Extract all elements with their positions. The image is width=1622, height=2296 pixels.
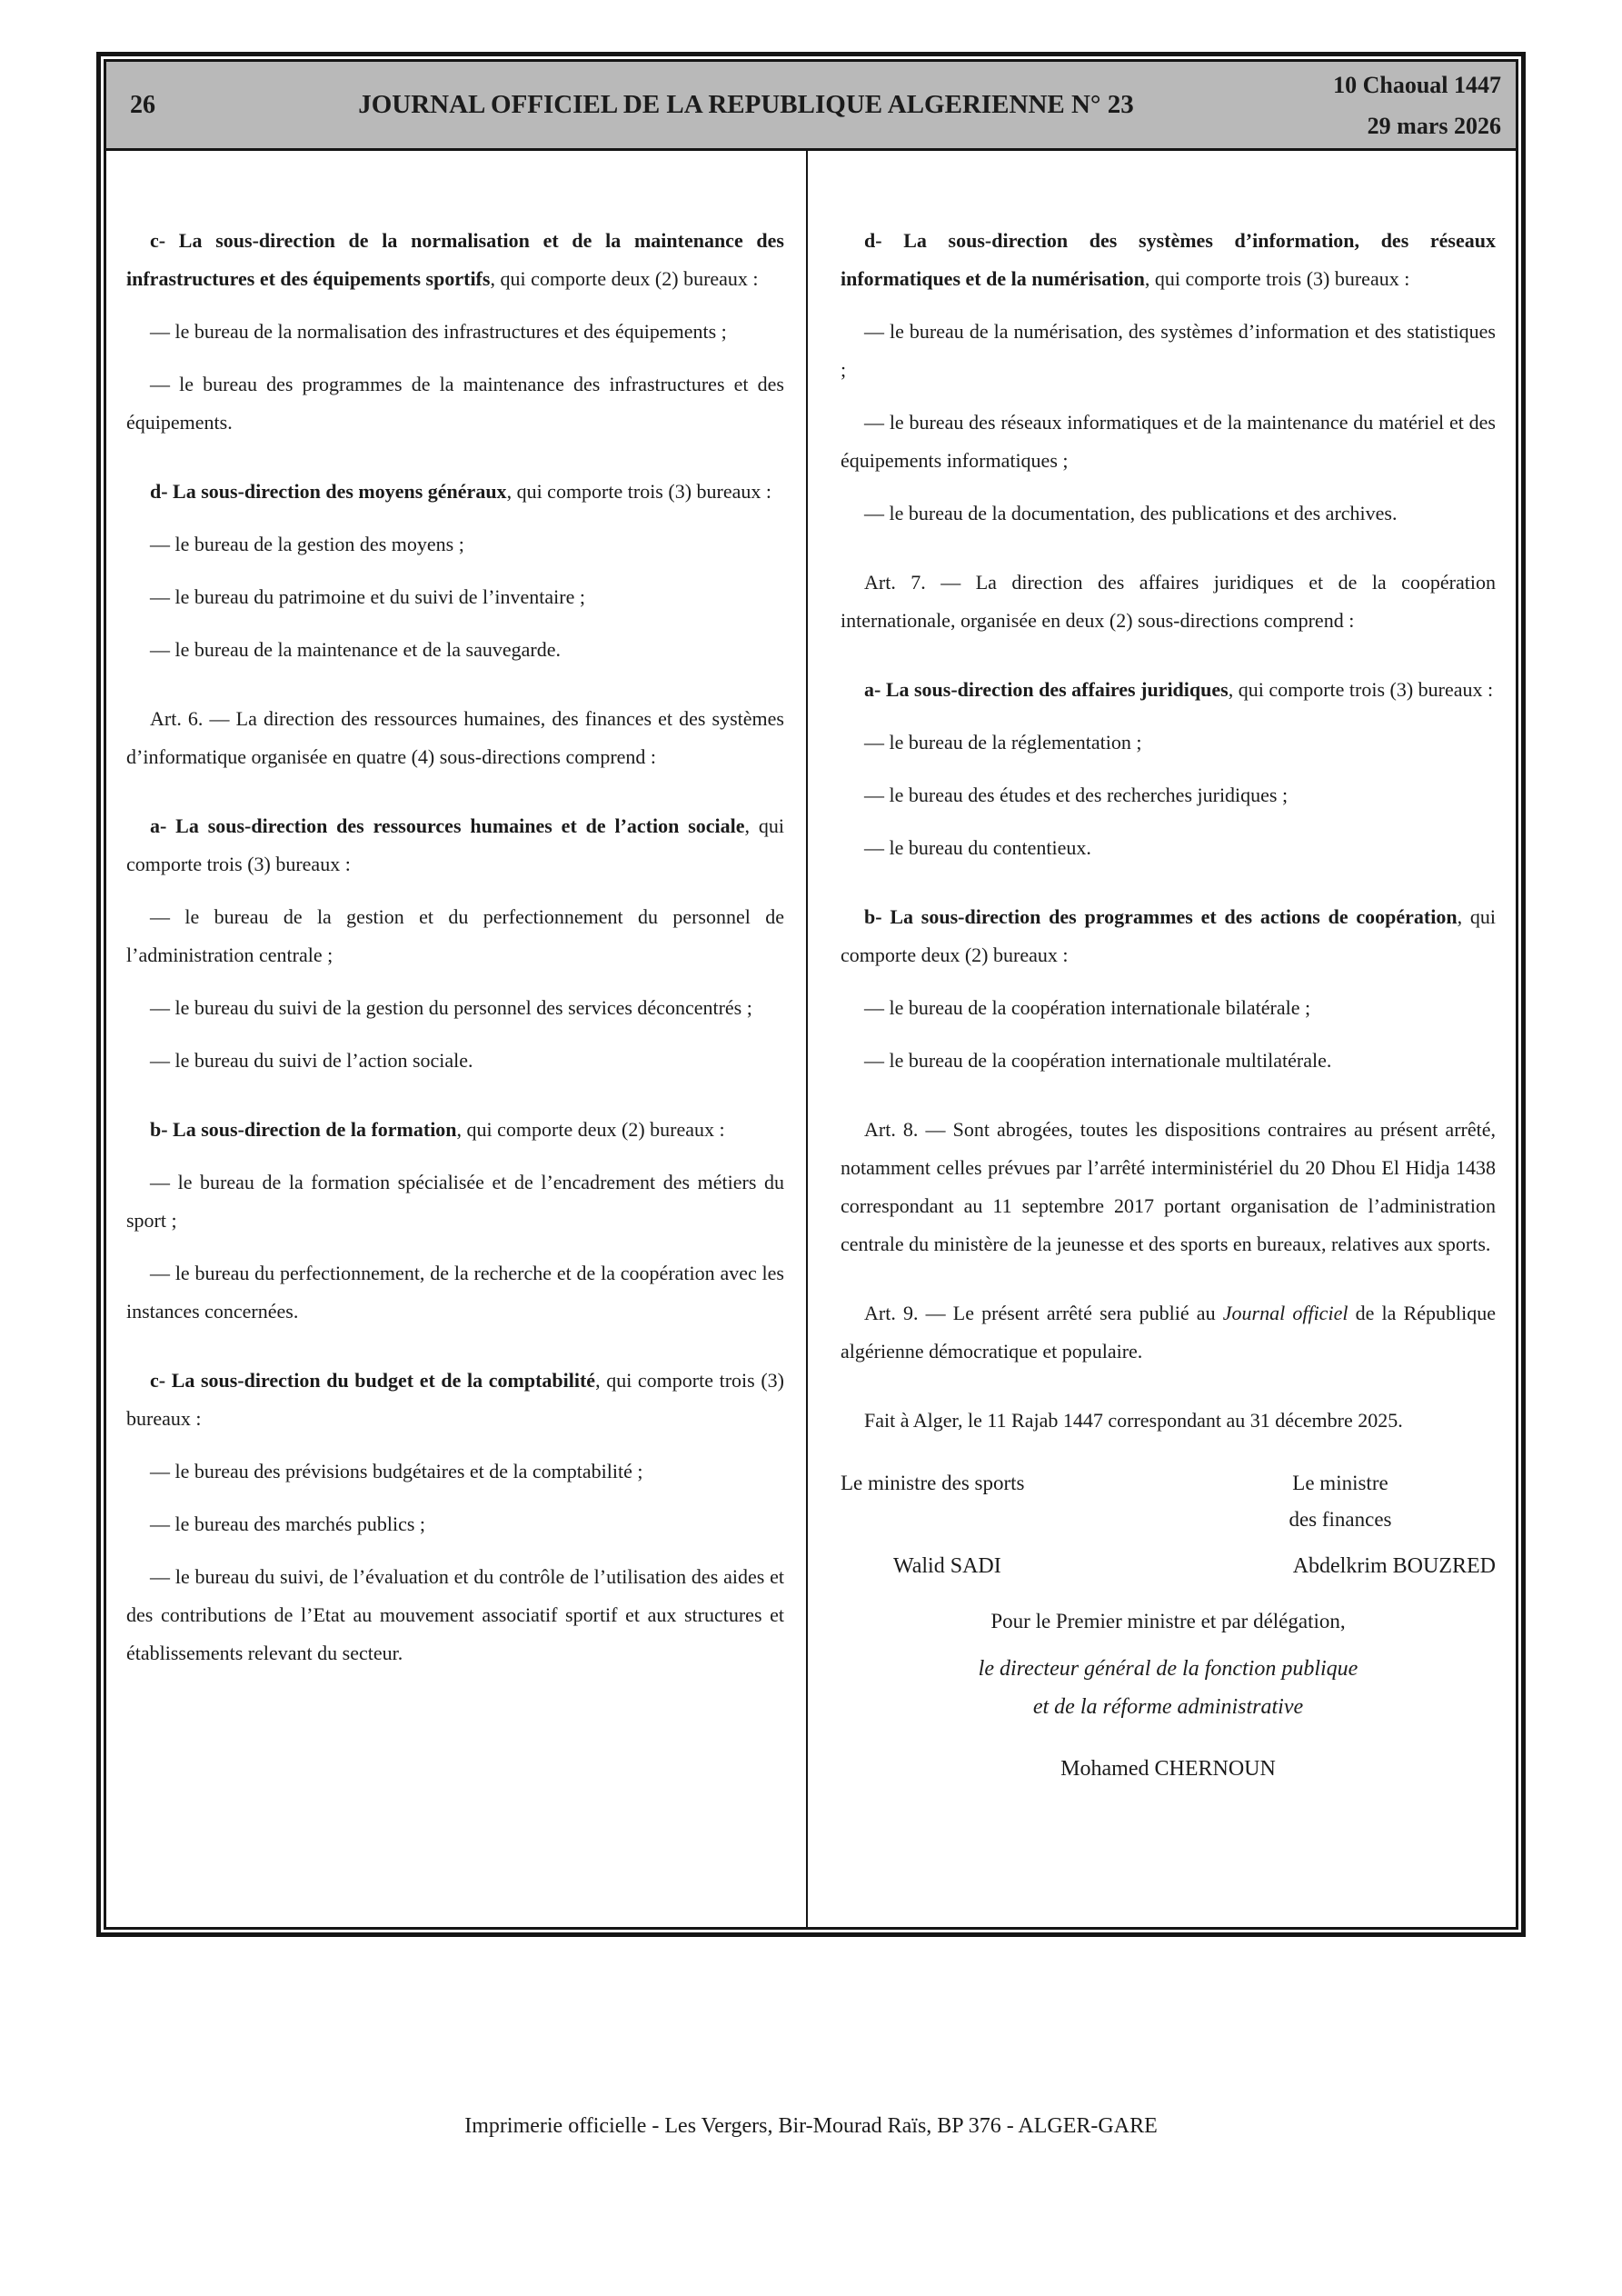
bullet-item: — le bureau de la gestion des moyens ; bbox=[150, 533, 464, 555]
left-column bbox=[106, 151, 808, 1927]
signature-date-paragraph: Fait à Alger, le 11 Rajab 1447 correspondant au 31 décembre 2025. bbox=[864, 1409, 1403, 1432]
imprint-footer: Imprimerie officielle - Les Vergers, Bir-Mourad Raïs, BP 376 - ALGER-GARE bbox=[464, 2114, 1158, 2138]
bullet-item: — le bureau des réseaux informatiques et de la maintenance du matériel et des équipements informatiques ; bbox=[841, 411, 1496, 472]
subsection-heading: c- La sous-direction du budget et de la comptabilité, qui comporte trois (3) bureaux : bbox=[126, 1369, 784, 1430]
page-number: 26 bbox=[130, 90, 155, 119]
bullet-item: — le bureau du suivi, de l’évaluation et du contrôle de l’utilisation des aides et des contributions de l’Etat au mouvement associatif sportif et aux structures et établissements relevant du secteur. bbox=[126, 1565, 784, 1664]
subsection-heading: b- La sous-direction des programmes et des actions de coopération, qui comporte deux (2) bureaux : bbox=[841, 905, 1496, 966]
minister-finances-name: Abdelkrim BOUZRED bbox=[1292, 1554, 1496, 1578]
subsection-heading: d- La sous-direction des systèmes d’information, des réseaux informatiques et de la numérisation, qui comporte trois (3) bureaux : bbox=[841, 229, 1496, 290]
article-paragraph: Art. 7. — La direction des affaires juridiques et de la coopération internationale, organisée en deux (2) sous-directions comprend : bbox=[841, 571, 1496, 632]
bullet-item: — le bureau des prévisions budgétaires et de la comptabilité ; bbox=[150, 1460, 643, 1482]
journal-header-band bbox=[106, 62, 1516, 151]
subsection-heading: a- La sous-direction des ressources humaines et de l’action sociale, qui comporte trois (3) bureaux : bbox=[126, 814, 784, 875]
subsection-heading: b- La sous-direction de la formation, qui comporte deux (2) bureaux : bbox=[150, 1118, 725, 1141]
two-column-body bbox=[106, 151, 1516, 1927]
right-column bbox=[808, 151, 1516, 1927]
article-paragraph: Art. 6. — La direction des ressources humaines, des finances et des systèmes d’informatique organisée en quatre (4) sous-directions comprend : bbox=[126, 707, 784, 768]
bullet-item: — le bureau de la documentation, des publications et des archives. bbox=[864, 502, 1398, 524]
delegate-title: le directeur général de la fonction publique et de la réforme administrative bbox=[978, 1657, 1358, 1719]
minister-names-row bbox=[841, 1554, 1496, 1579]
subsection-heading: c- La sous-direction de la normalisation et de la maintenance des infrastructures et des équipements sportifs, qui comporte deux (2) bureaux : bbox=[126, 229, 784, 290]
bullet-item: — le bureau de la formation spécialisée et de l’encadrement des métiers du sport ; bbox=[126, 1171, 784, 1232]
minister-sports-title: Le ministre des sports bbox=[841, 1472, 1025, 1494]
journal-title: JOURNAL OFFICIEL DE LA REPUBLIQUE ALGERIENNE N° 23 bbox=[358, 90, 1134, 119]
page-frame bbox=[96, 52, 1526, 1937]
article-paragraph: Art. 9. — Le présent arrêté sera publié au Journal officiel de la République algérienne démocratique et populaire. bbox=[841, 1302, 1497, 1363]
minister-finances-title: Le ministre des finances bbox=[1289, 1472, 1392, 1531]
article-paragraph: Art. 8. — Sont abrogées, toutes les dispositions contraires au présent arrêté, notamment celles prévues par l’arrêté interministériel du 20 Dhou El Hidja 1438 correspondant au 11 septembre 2017 portant organisation de l’administration centrale du ministère de la jeunesse et des sports en bureaux, relatives aux sports. bbox=[841, 1118, 1496, 1255]
bullet-item: — le bureau de la numérisation, des systèmes d’information et des statistiques ; bbox=[841, 320, 1496, 381]
issue-dates bbox=[1299, 65, 1516, 146]
bullet-item: — le bureau de la gestion et du perfectionnement du personnel de l’administration centrale ; bbox=[126, 905, 784, 966]
bullet-item: — le bureau de la maintenance et de la sauvegarde. bbox=[150, 638, 561, 661]
bullet-item: — le bureau du perfectionnement, de la recherche et de la coopération avec les instances concernées. bbox=[126, 1262, 784, 1323]
delegate-name: Mohamed CHERNOUN bbox=[1060, 1757, 1276, 1781]
page-frame-inner bbox=[104, 59, 1518, 1930]
bullet-item: — le bureau des marchés publics ; bbox=[150, 1512, 426, 1535]
bullet-item: — le bureau du suivi de la gestion du personnel des services déconcentrés ; bbox=[150, 996, 752, 1019]
subsection-heading: a- La sous-direction des affaires juridiques, qui comporte trois (3) bureaux : bbox=[864, 678, 1494, 701]
bullet-item: — le bureau de la normalisation des infrastructures et des équipements ; bbox=[150, 320, 727, 343]
bullet-item: — le bureau de la réglementation ; bbox=[864, 731, 1142, 754]
delegation-line: Pour le Premier ministre et par délégation, bbox=[990, 1610, 1346, 1632]
bullet-item: — le bureau du contentieux. bbox=[864, 836, 1091, 859]
date-hijri: 10 Chaoual 1447 bbox=[1333, 71, 1501, 98]
bullet-item: — le bureau du suivi de l’action sociale. bbox=[150, 1049, 473, 1072]
bullet-item: — le bureau des études et des recherches juridiques ; bbox=[864, 784, 1289, 806]
minister-sports-name: Walid SADI bbox=[893, 1554, 1001, 1578]
bullet-item: — le bureau de la coopération internationale bilatérale ; bbox=[864, 996, 1311, 1019]
bullet-item: — le bureau du patrimoine et du suivi de l’inventaire ; bbox=[150, 585, 585, 608]
bullet-item: — le bureau de la coopération internationale multilatérale. bbox=[864, 1049, 1332, 1072]
subsection-heading: d- La sous-direction des moyens généraux, qui comporte trois (3) bureaux : bbox=[150, 480, 771, 503]
minister-titles-row bbox=[841, 1465, 1496, 1538]
bullet-item: — le bureau des programmes de la maintenance des infrastructures et des équipements. bbox=[126, 373, 784, 434]
date-gregorian: 29 mars 2026 bbox=[1367, 112, 1501, 139]
